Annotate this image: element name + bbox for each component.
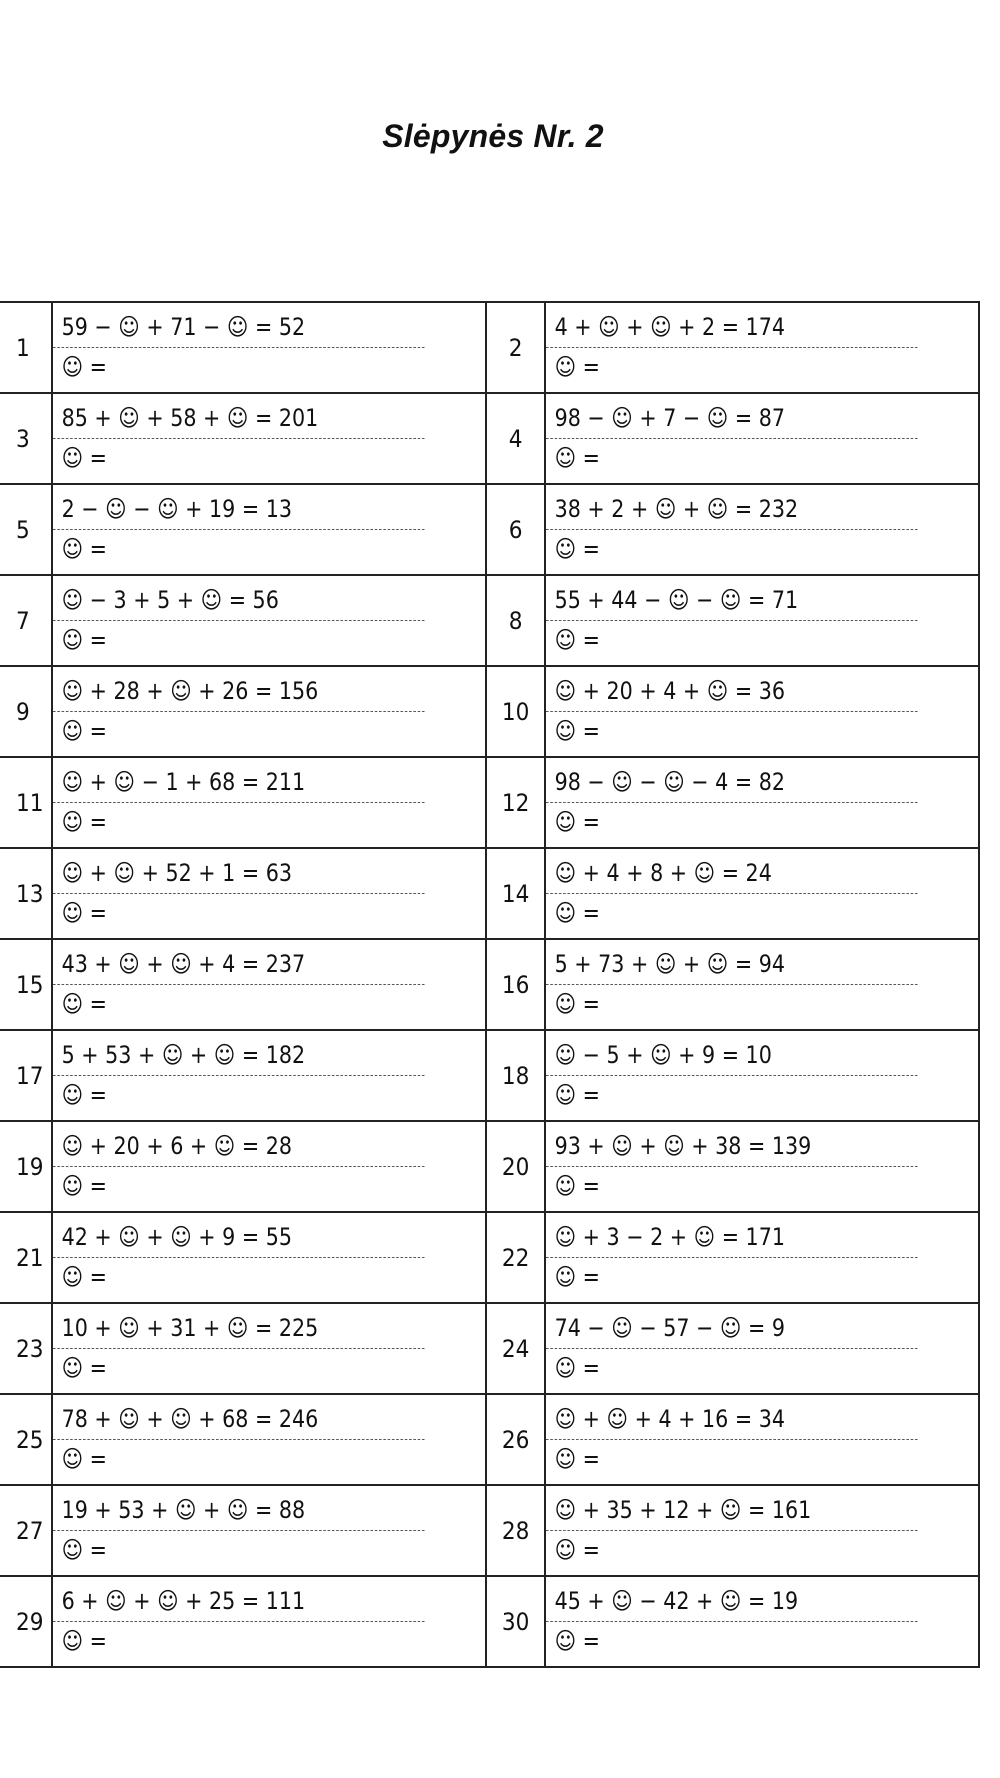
exercise-number: 27 — [0, 1485, 52, 1576]
table-row — [0, 757, 979, 848]
exercise-number: 22 — [486, 1212, 545, 1303]
equation-text: 85 + ☺ + 58 + ☺ = 201 — [53, 394, 424, 439]
equation-text: ☺ − 5 + ☺ + 9 = 10 — [546, 1031, 917, 1076]
answer-line[interactable]: ☺ = — [61, 899, 108, 927]
answer-line[interactable]: ☺ = — [61, 990, 108, 1018]
exercise-number: 6 — [486, 484, 545, 575]
exercise-number: 16 — [486, 939, 545, 1030]
table-row — [0, 1576, 979, 1667]
table-row — [0, 302, 979, 393]
equation-text: 78 + ☺ + ☺ + 68 = 246 — [53, 1395, 424, 1440]
exercise-cell — [52, 1121, 486, 1212]
answer-line[interactable]: ☺ = — [61, 535, 108, 563]
exercise-cell — [545, 1394, 979, 1485]
exercise-cell — [52, 1394, 486, 1485]
exercise-cell — [52, 1485, 486, 1576]
exercise-number: 7 — [0, 575, 52, 666]
exercise-number: 10 — [486, 666, 545, 757]
answer-line[interactable]: ☺ = — [61, 353, 108, 381]
exercise-cell — [545, 575, 979, 666]
exercise-cell — [545, 1121, 979, 1212]
equation-text: 6 + ☺ + ☺ + 25 = 111 — [53, 1577, 424, 1622]
answer-line[interactable]: ☺ = — [554, 626, 601, 654]
exercise-cell — [545, 666, 979, 757]
exercise-cell — [52, 1030, 486, 1121]
answer-line[interactable]: ☺ = — [554, 353, 601, 381]
equation-text: ☺ + 35 + 12 + ☺ = 161 — [546, 1486, 917, 1531]
answer-line[interactable]: ☺ = — [554, 1172, 601, 1200]
answer-line[interactable]: ☺ = — [61, 1263, 108, 1291]
table-row — [0, 666, 979, 757]
exercise-number: 2 — [486, 302, 545, 393]
answer-line[interactable]: ☺ = — [554, 1627, 601, 1655]
equation-text: ☺ + 20 + 6 + ☺ = 28 — [53, 1122, 424, 1167]
exercise-cell — [52, 1576, 486, 1667]
answer-line[interactable]: ☺ = — [61, 1354, 108, 1382]
answer-line[interactable]: ☺ = — [554, 1536, 601, 1564]
equation-text: ☺ + 28 + ☺ + 26 = 156 — [53, 667, 424, 712]
exercise-cell — [545, 1485, 979, 1576]
equation-text: ☺ + ☺ + 4 + 16 = 34 — [546, 1395, 917, 1440]
answer-line[interactable]: ☺ = — [554, 535, 601, 563]
answer-line[interactable]: ☺ = — [61, 626, 108, 654]
table-row — [0, 393, 979, 484]
exercise-cell — [52, 939, 486, 1030]
exercise-cell — [52, 393, 486, 484]
equation-text: 59 − ☺ + 71 − ☺ = 52 — [53, 303, 424, 348]
table-row — [0, 1212, 979, 1303]
equation-text: 98 − ☺ + 7 − ☺ = 87 — [546, 394, 917, 439]
exercise-cell — [52, 484, 486, 575]
equation-text: ☺ + 20 + 4 + ☺ = 36 — [546, 667, 917, 712]
equation-text: 2 − ☺ − ☺ + 19 = 13 — [53, 485, 424, 530]
exercise-cell — [545, 302, 979, 393]
exercise-cell — [545, 393, 979, 484]
exercise-number: 28 — [486, 1485, 545, 1576]
answer-line[interactable]: ☺ = — [554, 1263, 601, 1291]
equation-text: 55 + 44 − ☺ − ☺ = 71 — [546, 576, 917, 621]
equation-text: ☺ + 3 − 2 + ☺ = 171 — [546, 1213, 917, 1258]
equation-text: 43 + ☺ + ☺ + 4 = 237 — [53, 940, 424, 985]
equation-text: ☺ + 4 + 8 + ☺ = 24 — [546, 849, 917, 894]
equation-text: 5 + 53 + ☺ + ☺ = 182 — [53, 1031, 424, 1076]
answer-line[interactable]: ☺ = — [554, 1445, 601, 1473]
exercise-number: 15 — [0, 939, 52, 1030]
answer-line[interactable]: ☺ = — [554, 444, 601, 472]
exercise-number: 9 — [0, 666, 52, 757]
equation-text: 93 + ☺ + ☺ + 38 = 139 — [546, 1122, 917, 1167]
exercise-number: 11 — [0, 757, 52, 848]
exercise-cell — [545, 848, 979, 939]
table-row — [0, 1485, 979, 1576]
table-row — [0, 1030, 979, 1121]
answer-line[interactable]: ☺ = — [61, 1627, 108, 1655]
table-row — [0, 575, 979, 666]
exercise-cell — [545, 484, 979, 575]
exercise-number: 29 — [0, 1576, 52, 1667]
exercise-rows — [0, 302, 979, 1667]
equation-text: ☺ + ☺ + 52 + 1 = 63 — [53, 849, 424, 894]
exercise-number: 5 — [0, 484, 52, 575]
exercise-cell — [52, 302, 486, 393]
answer-line[interactable]: ☺ = — [61, 1172, 108, 1200]
exercise-number: 23 — [0, 1303, 52, 1394]
equation-text: 45 + ☺ − 42 + ☺ = 19 — [546, 1577, 917, 1622]
exercise-cell — [545, 1030, 979, 1121]
exercise-number: 26 — [486, 1394, 545, 1485]
equation-text: ☺ + ☺ − 1 + 68 = 211 — [53, 758, 424, 803]
equation-text: 19 + 53 + ☺ + ☺ = 88 — [53, 1486, 424, 1531]
exercise-cell — [52, 757, 486, 848]
answer-line[interactable]: ☺ = — [61, 1081, 108, 1109]
exercise-number: 25 — [0, 1394, 52, 1485]
equation-text: ☺ − 3 + 5 + ☺ = 56 — [53, 576, 424, 621]
exercise-number: 3 — [0, 393, 52, 484]
answer-line[interactable]: ☺ = — [61, 444, 108, 472]
page-title: Slėpynės Nr. 2 — [382, 118, 604, 154]
exercise-number: 17 — [0, 1030, 52, 1121]
answer-line[interactable]: ☺ = — [61, 1445, 108, 1473]
exercise-number: 24 — [486, 1303, 545, 1394]
exercise-number: 13 — [0, 848, 52, 939]
table-row — [0, 1121, 979, 1212]
answer-line[interactable]: ☺ = — [554, 1081, 601, 1109]
table-row — [0, 848, 979, 939]
answer-line[interactable]: ☺ = — [554, 990, 601, 1018]
exercise-cell — [545, 757, 979, 848]
exercise-number: 4 — [486, 393, 545, 484]
exercise-number: 19 — [0, 1121, 52, 1212]
exercise-table — [0, 301, 980, 1668]
exercise-number: 30 — [486, 1576, 545, 1667]
exercise-cell — [545, 1212, 979, 1303]
exercise-number: 14 — [486, 848, 545, 939]
answer-line[interactable]: ☺ = — [554, 1354, 601, 1382]
exercise-cell — [52, 666, 486, 757]
equation-text: 98 − ☺ − ☺ − 4 = 82 — [546, 758, 917, 803]
answer-line[interactable]: ☺ = — [61, 808, 108, 836]
exercise-cell — [52, 575, 486, 666]
equation-text: 74 − ☺ − 57 − ☺ = 9 — [546, 1304, 917, 1349]
table-row — [0, 484, 979, 575]
exercise-number: 1 — [0, 302, 52, 393]
equation-text: 10 + ☺ + 31 + ☺ = 225 — [53, 1304, 424, 1349]
exercise-cell — [52, 1212, 486, 1303]
answer-line[interactable]: ☺ = — [554, 808, 601, 836]
table-row — [0, 1394, 979, 1485]
equation-text: 38 + 2 + ☺ + ☺ = 232 — [546, 485, 917, 530]
table-row — [0, 1303, 979, 1394]
exercise-number: 20 — [486, 1121, 545, 1212]
exercise-number: 18 — [486, 1030, 545, 1121]
exercise-cell — [545, 1576, 979, 1667]
answer-line[interactable]: ☺ = — [554, 717, 601, 745]
exercise-cell — [52, 1303, 486, 1394]
exercise-number: 8 — [486, 575, 545, 666]
answer-line[interactable]: ☺ = — [554, 899, 601, 927]
exercise-cell — [545, 1303, 979, 1394]
answer-line[interactable]: ☺ = — [61, 717, 108, 745]
exercise-cell — [52, 848, 486, 939]
equation-text: 5 + 73 + ☺ + ☺ = 94 — [546, 940, 917, 985]
exercise-number: 12 — [486, 757, 545, 848]
exercise-cell — [545, 939, 979, 1030]
table-row — [0, 939, 979, 1030]
exercise-number: 21 — [0, 1212, 52, 1303]
equation-text: 42 + ☺ + ☺ + 9 = 55 — [53, 1213, 424, 1258]
equation-text: 4 + ☺ + ☺ + 2 = 174 — [546, 303, 917, 348]
answer-line[interactable]: ☺ = — [61, 1536, 108, 1564]
